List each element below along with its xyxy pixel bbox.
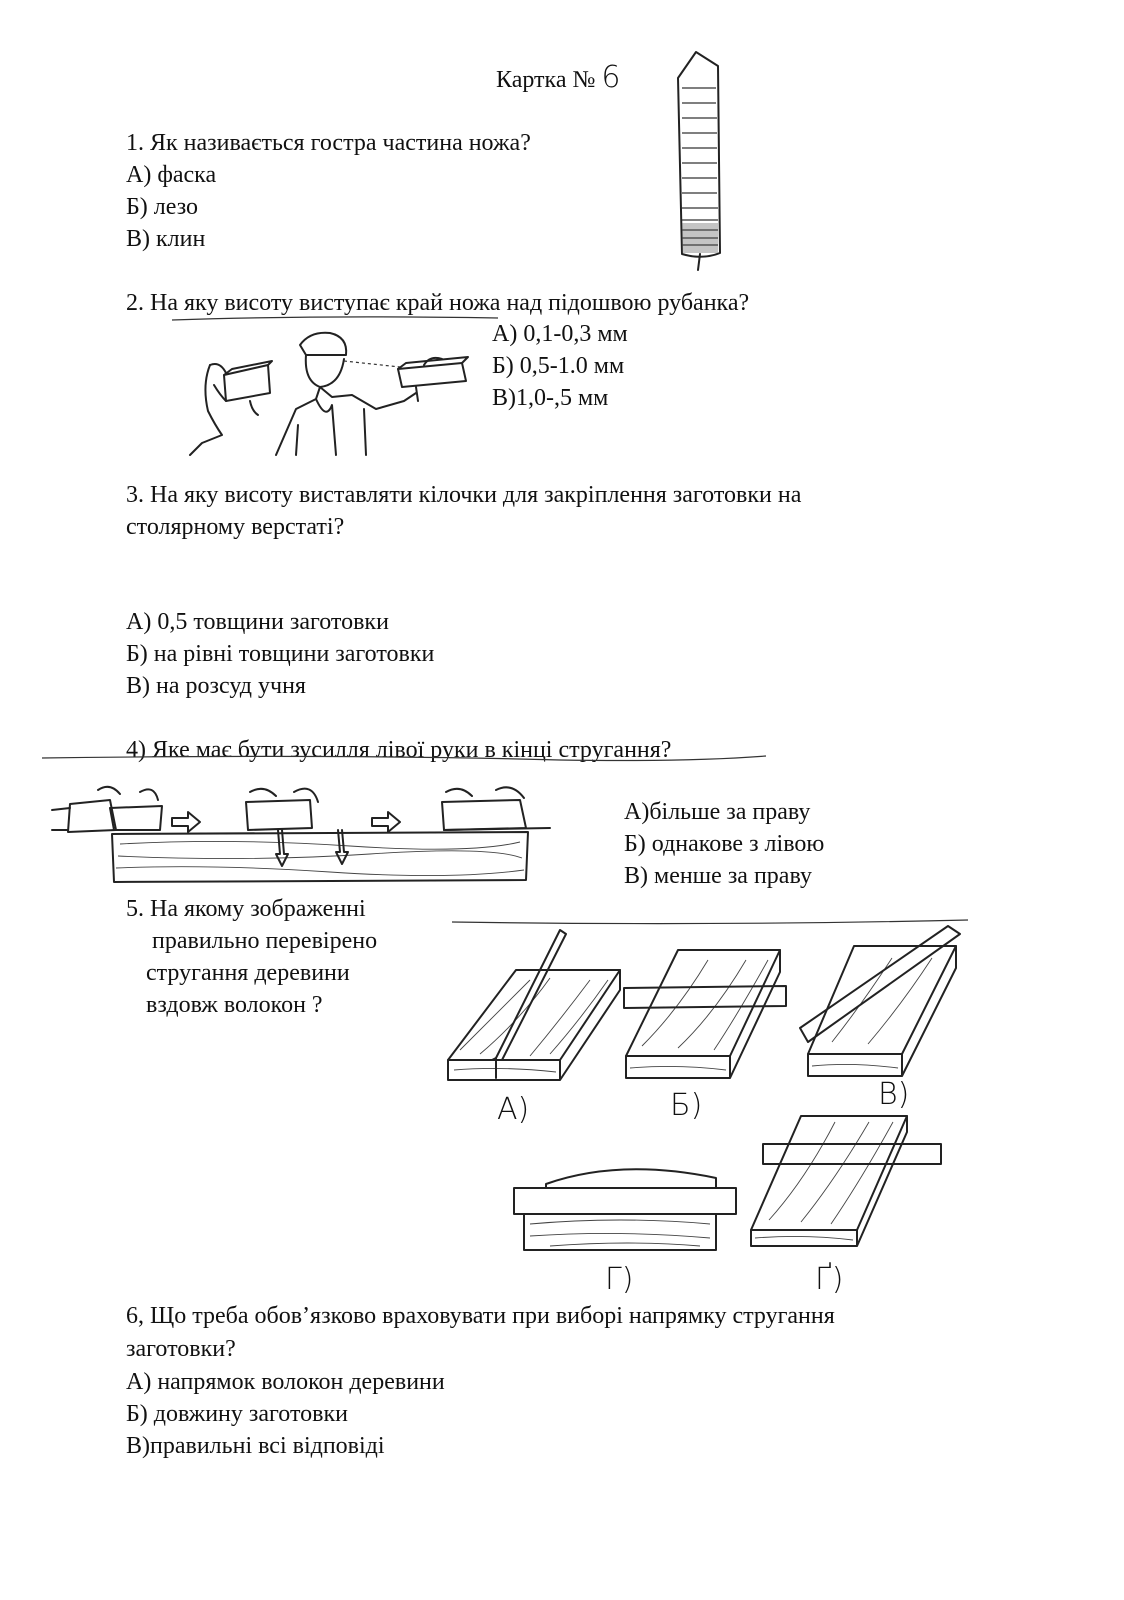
- q5-question-line3: стругання деревини: [146, 960, 350, 986]
- q2-option-a: А) 0,1-0,3 мм: [492, 321, 628, 347]
- q2-option-c: В)1,0-,5 мм: [492, 385, 609, 411]
- q5-label-v: В): [878, 1077, 910, 1112]
- q3-question-line2: столярному верстаті?: [126, 514, 345, 540]
- q5-question-line1: 5. На якому зображенні: [126, 896, 366, 922]
- q4-option-a: А)більше за праву: [624, 799, 811, 825]
- q4-divider-stroke: [40, 750, 770, 766]
- card-title-prefix: Картка №: [496, 67, 596, 93]
- q6-option-b: Б) довжину заготовки: [126, 1401, 348, 1427]
- q5-label-a: А): [497, 1092, 530, 1127]
- q3-option-a: А) 0,5 товщини заготовки: [126, 609, 389, 635]
- q4-option-c: В) менше за праву: [624, 863, 812, 889]
- q5-figure-a: [440, 930, 630, 1090]
- q3-option-b: Б) на рівні товщини заготовки: [126, 641, 435, 667]
- q5-question-line4: вздовж волокон ?: [146, 992, 323, 1018]
- q1-question: 1. Як називається гостра частина ножа?: [126, 130, 531, 156]
- q3-question-line1: 3. На яку висоту виставляти кілочки для закріплення заготовки на: [126, 482, 802, 508]
- q2-question: 2. На яку висоту виступає край ножа над підошвою рубанка?: [126, 290, 750, 316]
- q1-option-b: Б) лезо: [126, 194, 199, 220]
- q4-question: 4) Яке має бути зусилля лівої руки в кінці стругання?: [126, 737, 672, 763]
- q2-option-b: Б) 0,5-1.0 мм: [492, 353, 625, 379]
- q6-question-line2: заготовки?: [126, 1336, 236, 1362]
- q4-planing-sequence-illustration: [50, 772, 570, 892]
- q3-option-c: В) на розсуд учня: [126, 673, 306, 699]
- q6-option-c: В)правильні всі відповіді: [126, 1433, 385, 1459]
- q5-figure-g: [510, 1158, 740, 1258]
- q6-question-line1: 6, Що треба обов’язково враховувати при виборі напрямку стругання: [126, 1303, 835, 1329]
- q2-underline-stroke: [170, 314, 500, 324]
- q2-plane-sighting-illustration: [180, 325, 480, 460]
- q6-option-a: А) напрямок волокон деревини: [126, 1369, 445, 1395]
- q1-option-c: В) клин: [126, 226, 206, 252]
- q5-label-b: Б): [670, 1088, 703, 1123]
- q4-option-b: Б) однакове з лівою: [624, 831, 825, 857]
- q5-figure-b: [618, 930, 798, 1090]
- q5-figure-v: [792, 924, 972, 1084]
- card-title: [496, 62, 620, 96]
- q5-label-g-prime: Ґ): [815, 1262, 844, 1297]
- q5-question-line2: правильно перевірено: [152, 928, 378, 954]
- q5-figure-g-prime: [745, 1110, 955, 1260]
- q5-label-g: Г): [605, 1262, 634, 1297]
- plane-iron-illustration: [660, 48, 740, 278]
- card-number: 6: [601, 60, 621, 95]
- q1-option-a: А) фаска: [126, 162, 217, 188]
